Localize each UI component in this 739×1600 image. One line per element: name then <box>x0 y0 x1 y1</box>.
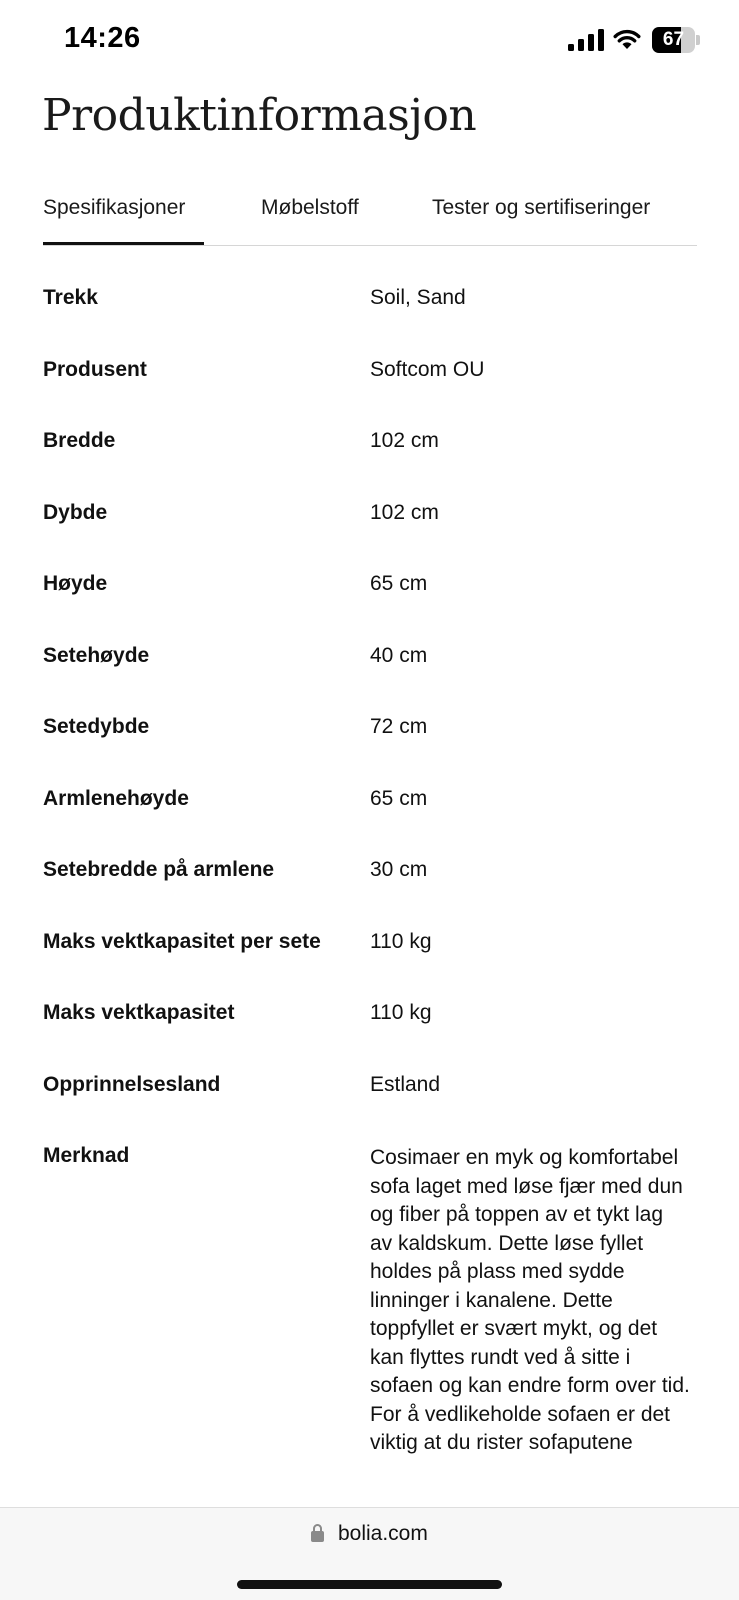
spec-row-setedybde <box>43 699 697 771</box>
spec-label: Maks vektkapasitet <box>43 1001 235 1024</box>
spec-value: 102 cm <box>370 429 439 452</box>
browser-bottom-bar <box>0 1507 739 1600</box>
spec-value: 30 cm <box>370 858 428 881</box>
spec-row-merknad <box>43 1128 697 1528</box>
spec-value: 102 cm <box>370 500 439 524</box>
status-bar <box>0 0 739 80</box>
spec-row-maks-vekt-per-sete <box>43 914 697 986</box>
spec-value: 65 cm <box>370 572 428 595</box>
spec-label: Setedybde <box>43 715 150 738</box>
spec-row-bredde <box>43 413 697 485</box>
spec-label: Armlenehøyde <box>43 786 189 810</box>
spec-row-trekk <box>43 270 697 342</box>
tab-tester-og-sertifiseringer[interactable]: Tester og sertifiseringer <box>432 196 651 219</box>
spec-row-maks-vekt <box>43 985 697 1057</box>
spec-label: Maks vektkapasitet per sete <box>43 929 321 953</box>
spec-row-hoyde <box>43 556 697 628</box>
spec-label: Produsent <box>43 357 147 381</box>
spec-value: 65 cm <box>370 786 428 810</box>
spec-value: Softcom OU <box>370 357 485 381</box>
battery-icon <box>652 27 700 53</box>
active-tab-indicator <box>43 242 204 245</box>
spec-row-armlenehoyde <box>43 771 697 843</box>
cellular-signal-icon <box>568 29 604 51</box>
lock-icon <box>311 1524 324 1542</box>
spec-row-setehoyde <box>43 628 697 700</box>
status-time: 14:26 <box>64 22 141 54</box>
page-title: Produktinformasjon <box>42 90 477 141</box>
spec-row-opprinnelsesland <box>43 1057 697 1129</box>
spec-label: Setebredde på armlene <box>43 858 275 881</box>
spec-row-setebredde <box>43 842 697 914</box>
spec-row-produsent <box>43 342 697 414</box>
spec-label: Opprinnelsesland <box>43 1072 221 1096</box>
spec-label: Høyde <box>43 572 108 595</box>
note-text: Cosimaer en myk og komfortabel sofa laget med løse fjær med dun og fiber på toppen av et tykt lag av kaldskum. Dette løse fyllet holdes på plass med sydde linninger i kanalene. Dette toppfyllet er svært mykt, og det kan flyttes rundt ved å sitte i sofaen og kan endre form over tid. For å vedlikeholde sofaen er det viktig at du rister sofaputene <box>370 1146 690 1454</box>
spec-value: Soil, Sand <box>370 286 466 309</box>
wifi-icon <box>612 27 642 51</box>
spec-row-dybde <box>43 485 697 557</box>
spec-value: Estland <box>370 1072 441 1096</box>
spec-table <box>43 270 697 1528</box>
spec-label: Trekk <box>43 286 98 309</box>
tab-spesifikasjoner[interactable]: Spesifikasjoner <box>43 196 186 219</box>
tab-bar <box>43 190 697 246</box>
home-indicator[interactable] <box>237 1580 502 1589</box>
spec-label: Bredde <box>43 429 116 452</box>
spec-value: 40 cm <box>370 643 428 667</box>
spec-label: Setehøyde <box>43 643 150 667</box>
url-text: bolia.com <box>337 1522 428 1545</box>
address-bar[interactable] <box>0 1522 739 1546</box>
tab-mobelstoff[interactable]: Møbelstoff <box>261 196 359 219</box>
battery-percent: 67 <box>662 29 685 50</box>
spec-label: Dybde <box>43 500 108 524</box>
spec-value: 110 kg <box>370 1001 432 1024</box>
spec-value: 72 cm <box>370 715 428 738</box>
note-label: Merknad <box>43 1144 130 1167</box>
spec-value: 110 kg <box>370 929 432 953</box>
